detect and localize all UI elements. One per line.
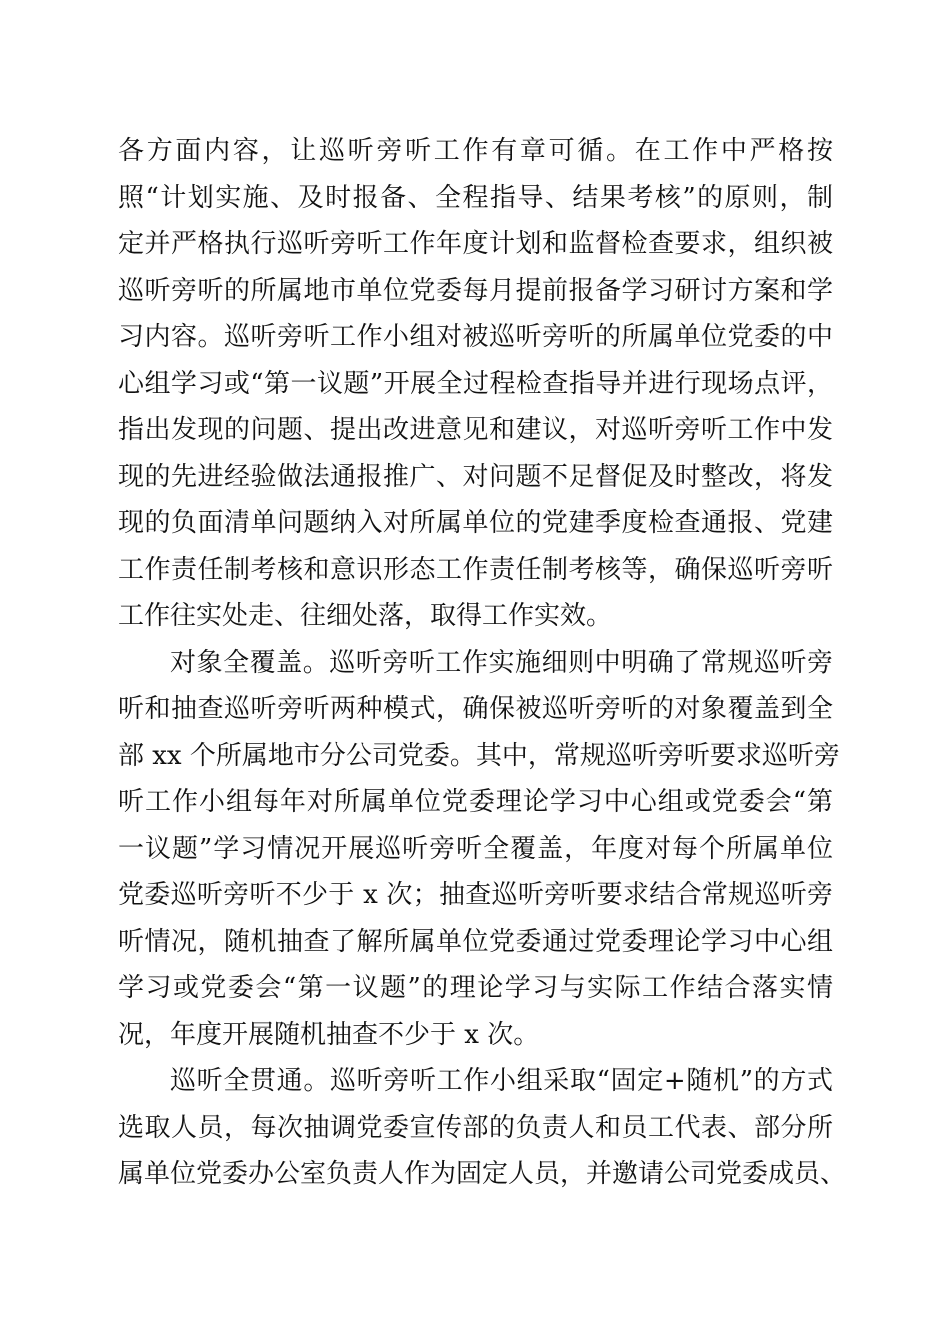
text-line: 巡听全贯通。巡听旁听工作小组采取“固定+随机”的方式 — [170, 1066, 833, 1096]
text-line: 工作责任制考核和意识形态工作责任制考核等，确保巡听旁听 — [118, 554, 833, 585]
text-line: 对象全覆盖。巡听旁听工作实施细则中明确了常规巡听旁 — [170, 647, 833, 678]
text-line: 各方面内容，让巡听旁听工作有章可循。在工作中严格按 — [118, 136, 833, 166]
text-line: 听和抽查巡听旁听两种模式，确保被巡听旁听的对象覆盖到全 — [118, 694, 833, 724]
text-line: 选取人员，每次抽调党委宣传部的负责人和员工代表、部分所 — [118, 1112, 833, 1143]
text-line: 定并严格执行巡听旁听工作年度计划和监督检查要求，组织被 — [118, 229, 833, 259]
text-line: 巡听旁听的所属地市单位党委每月提前报备学习研讨方案和学 — [118, 275, 833, 306]
text-line: 指出发现的问题、提出改进意见和建议，对巡听旁听工作中发 — [118, 415, 833, 445]
text-line: 心组学习或“第一议题”开展全过程检查指导并进行现场点评， — [118, 368, 833, 399]
text-line: 现的负面清单问题纳入对所属单位的党建季度检查通报、党建 — [118, 508, 833, 538]
text-line: 现的先进经验做法通报推广、对问题不足督促及时整改，将发 — [118, 461, 833, 492]
text-line: 一议题”学习情况开展巡听旁听全覆盖，年度对每个所属单位 — [118, 833, 833, 864]
text-line: 工作往实处走、往细处落，取得工作实效。 — [118, 601, 613, 631]
text-line: 况，年度开展随机抽查不少于 x 次。 — [118, 1019, 540, 1050]
text-line: 听工作小组每年对所属单位党委理论学习中心组或党委会“第 — [118, 787, 833, 817]
text-line: 属单位党委办公室负责人作为固定人员，并邀请公司党委成员、 — [118, 1159, 847, 1189]
text-line: 听情况，随机抽查了解所属单位党委通过党委理论学习中心组 — [118, 926, 833, 957]
text-line: 照“计划实施、及时报备、全程指导、结果考核”的原则，制 — [118, 182, 833, 213]
text-line: 习内容。巡听旁听工作小组对被巡听旁听的所属单位党委的中 — [118, 322, 833, 352]
paragraph-full-coverage — [118, 640, 840, 1059]
paragraph-standards — [118, 128, 833, 640]
text-line: 党委巡听旁听不少于 x 次；抽查巡听旁听要求结合常规巡听旁 — [118, 880, 833, 910]
text-line: 部 xx 个所属地市分公司党委。其中，常规巡听旁听要求巡听旁 — [118, 740, 840, 771]
paragraph-full-connectivity — [118, 1058, 847, 1198]
document-body — [118, 128, 847, 1198]
text-line: 学习或党委会“第一议题”的理论学习与实际工作结合落实情 — [118, 973, 833, 1003]
